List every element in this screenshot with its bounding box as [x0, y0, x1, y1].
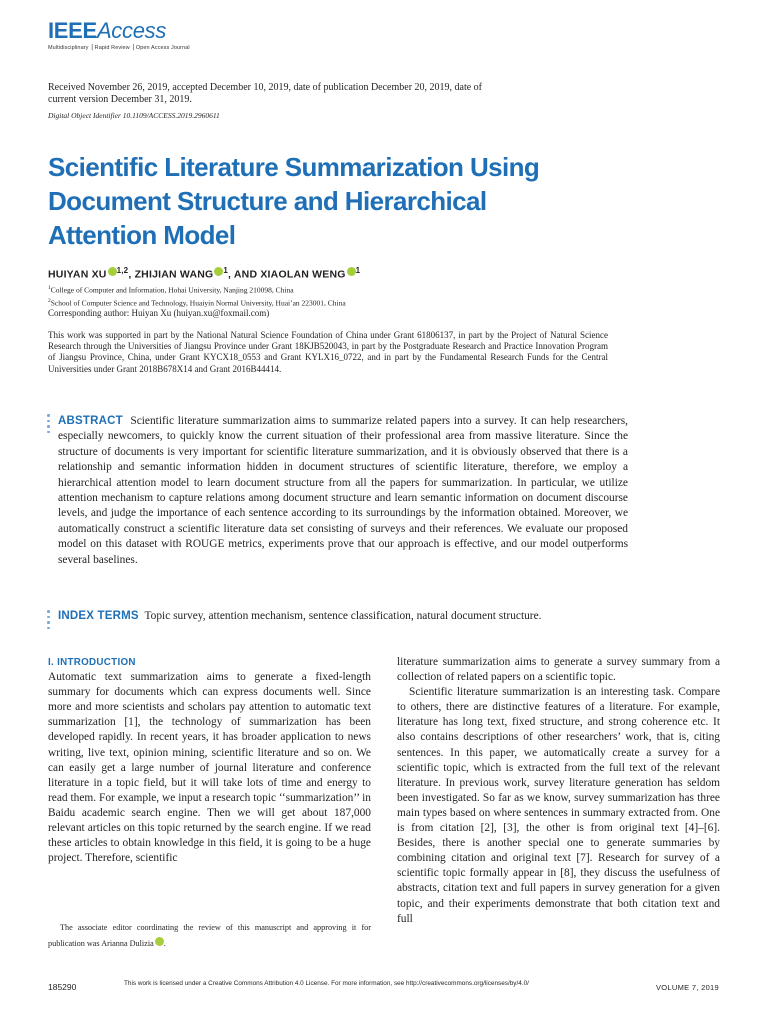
license-notice[interactable]: This work is licensed under a Creative Commons Attribution 4.0 License. For more information, see http://creativecommons.org/licenses/by/4.0/	[124, 980, 529, 987]
affiliations	[48, 283, 346, 309]
orcid-icon[interactable]	[347, 267, 356, 276]
logo-tagline: Multidisciplinary ⎟ Rapid Review ⎟ Open Access Journal	[48, 45, 190, 51]
right-column	[397, 655, 720, 927]
intro-paragraph-1: Automatic text summarization aims to generate a fixed-length summary for documents which can express documents well. Since more and more scientists and scholars pay attention to automatic text summarization [1], the technology of summarization has been developed rapidly. In recent years, it has broader application to news writing, live text, opinion mining, scientific literature and so on. We can easily get a large number of journal literature and conference literature in a topic field, but it will take lots of time and energy to read them. For example, we input a research topic ‘‘summarization’’ in Baidu academic search engine. Then we will get about 187,000 relevant articles on this topic returned by the search engine. If we read these articles to obtain knowledge in this field, it is going to be a huge project. Therefore, scientific	[48, 671, 371, 865]
left-column	[48, 655, 371, 866]
author-list	[48, 266, 360, 281]
affiliation-1: $^1$College of Computer and Information, Hohai University, Nanjing 210098, China	[48, 285, 294, 295]
section-heading-introduction: I. INTRODUCTION	[48, 657, 136, 668]
affiliation-2: $^2$School of Computer Science and Technology, Huaiyin Normal University, Huai’an 223001, China	[48, 298, 346, 308]
page-number: 185290	[48, 982, 77, 992]
orcid-icon[interactable]	[108, 267, 117, 276]
index-terms-text: Topic survey, attention mechanism, sentence classification, natural document structure.	[144, 610, 542, 622]
author-affil-sup: 1,2	[116, 266, 129, 275]
orcid-icon[interactable]	[155, 937, 164, 946]
logo-access-text: Access	[96, 18, 167, 43]
index-terms-label: INDEX TERMS	[58, 610, 139, 622]
index-terms-dots-icon	[47, 610, 51, 632]
logo-ieee-text: IEEE	[48, 18, 97, 43]
title-line-3: Attention Model	[48, 220, 236, 250]
abstract-dots-icon	[47, 414, 51, 436]
intro-paragraph-continued: literature summarization aims to generate a survey summary from a collection of related papers on a scientific topic.	[397, 656, 720, 684]
author-name: HUIYAN XU	[48, 268, 107, 281]
abstract-section	[58, 414, 628, 568]
abstract-label: ABSTRACT	[58, 415, 123, 427]
author-affil-sup: 1	[223, 266, 229, 275]
author-affil-sup: 1	[355, 266, 361, 275]
corresponding-author: Corresponding author: Huiyan Xu (huiyan.xu@foxmail.com)	[48, 308, 270, 318]
editor-footnote: The associate editor coordinating the review of this manuscript and approving it for publication was Arianna Dulizia .	[48, 923, 371, 948]
received-dates: Received November 26, 2019, accepted December 10, 2019, date of publication December 20, 2019, date of current version December 31, 2019.	[48, 82, 483, 105]
index-terms-section	[58, 610, 628, 622]
author-name: , ZHIJIAN WANG	[128, 268, 214, 281]
intro-paragraph-2: Scientific literature summarization is an interesting task. Compare to others, there are distinctive features of a literature. For example, literature has long text, fixed structure, and strong coherence etc. It also contains descriptions of other researchers’ work, that is, citing sentences. In this paper, we automatically create a survey for a scientific topic, which is extracted from the full text of the relevant literature. In previous work, survey literature generation has seldom been investigated. So far as we know, survey summarization has three main types based on where sentences in summary extracted from. One is from citation [2], [3], the other is from original text [4]–[6]. Besides, there is another special one to generate summaries by combining citation and original text [7]. Research for survey of a scientific topic formally appear in [8], they discuss the usefulness of abstracts, citation text and full papers in survey generation for a given topic, and their experiments demonstrate that both citation text and full	[397, 686, 720, 925]
funding-statement: This work was supported in part by the National Natural Science Foundation of China under Grant 61806137, in part by the Project of Natural Science Research through the Universities of Jiangsu Province under Grant 18KJB520043, in part by the Postgraduate Research and Practice Innovation Program of Jiangsu Province, China, under Grant KYCX18_0553 and Grant KYLX16_0722, and in part by the Fundamental Research Funds for the Central Universities under Grant 2018B678X14 and Grant 2016B44414.	[48, 330, 608, 374]
journal-logo	[48, 20, 190, 52]
doi-line: Digital Object Identifier 10.1109/ACCESS.2019.2960611	[48, 111, 220, 120]
author-name: , AND XIAOLAN WENG	[228, 268, 346, 281]
volume-label: VOLUME 7, 2019	[656, 983, 719, 992]
title-line-2: Document Structure and Hierarchical	[48, 186, 487, 216]
abstract-text: Scientific literature summarization aims to summarize related papers into a survey. It can help researchers, especially newcomers, to quickly know the current situation of their professional area from massive literature. Since the structure of documents is very important for scientific literature summarization, and it is obviously observed that there is a relationship and semantic information hidden in document structures of scientific literature, therefore, we employ a hierarchical attention model to learn document structure from all the papers for summarization. In particular, we utilize attention mechanism to capture relations among document structure and learn semantic information on document discourse levels, and judge the importance of each sentence according to its surroundings by the information obtained. Moreover, we automatically construct a scientific literature data set consisting of surveys and their references. We evaluate our proposed model on this dataset with ROUGE metrics, experiments prove that our approach is effective, and our model outperforms several baselines.	[58, 415, 628, 566]
title-line-1: Scientific Literature Summarization Using	[48, 152, 540, 182]
paper-title	[48, 150, 568, 252]
